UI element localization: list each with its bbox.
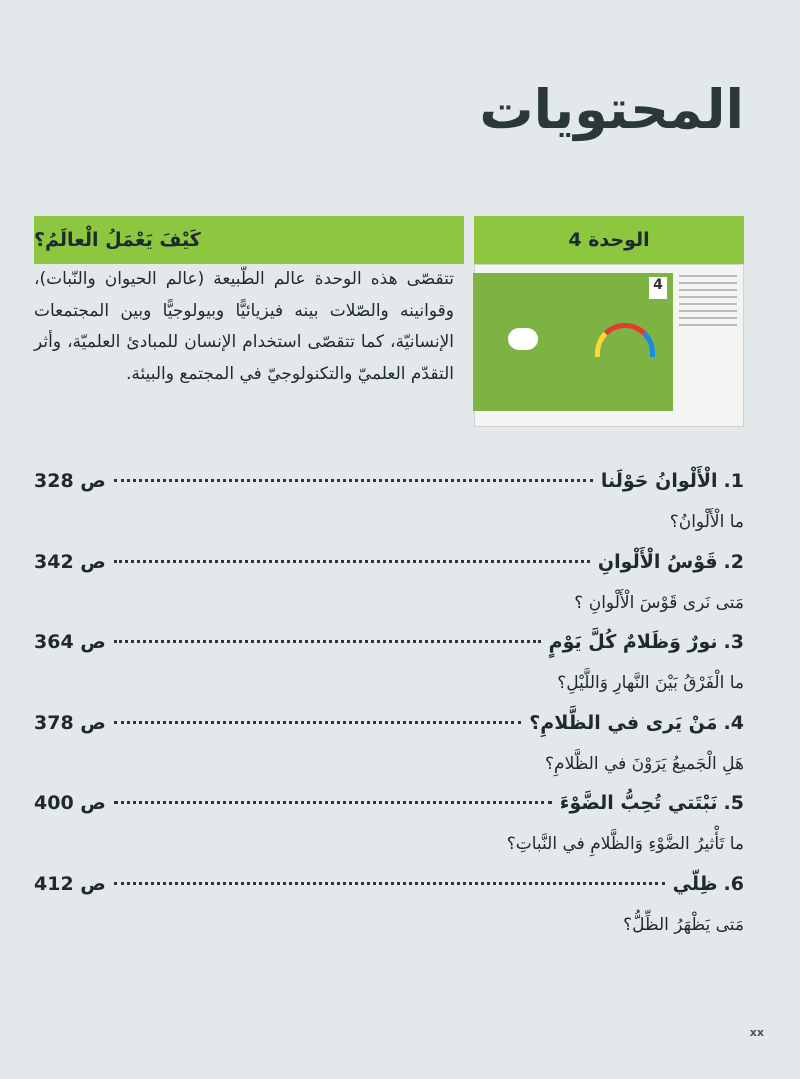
chapter-title[interactable]: نَبْتَتي تُحِبُّ الضَّوْءَ: [559, 792, 718, 814]
chapter-number: 1.: [723, 470, 744, 492]
chapter-number: 5.: [723, 792, 744, 814]
page-number: xx: [749, 1026, 764, 1039]
dot-leader: [114, 560, 590, 563]
chapter-item[interactable]: [34, 712, 744, 793]
chapter-question: مَتى نَرى قَوْسَ الْأَلْوانِ ؟: [574, 592, 744, 613]
chapter-page: ص 378: [34, 711, 106, 734]
chapter-page: ص 412: [34, 872, 106, 895]
chapter-item[interactable]: [34, 470, 744, 551]
chapter-title[interactable]: ظِلّي: [672, 872, 718, 895]
chapter-question: ما الْفَرْقُ بَيْنَ النَّهارِ وَاللَّيْلِ؟: [557, 673, 744, 693]
chapter-title[interactable]: نورٌ وَظَلامٌ كُلَّ يَوْمٍ: [548, 631, 718, 653]
chapter-number: 6.: [723, 872, 744, 895]
chapter-item[interactable]: [34, 873, 744, 954]
unit-title: كَيْفَ يَعْمَلُ الْعالَمُ؟: [34, 216, 464, 264]
chapter-page: ص 328: [34, 470, 106, 492]
thumbnail-left-page: [473, 273, 573, 411]
thumbnail-text-column: [679, 275, 737, 331]
dot-leader: [114, 721, 521, 724]
chapter-title[interactable]: مَنْ يَرى في الظَّلامِ؟: [529, 711, 718, 734]
chapter-number: 4.: [723, 711, 744, 734]
sheep-icon: [508, 328, 538, 350]
dot-leader: [114, 801, 552, 804]
chapter-page: ص 364: [34, 631, 106, 653]
chapter-number: 3.: [723, 631, 744, 653]
chapter-item[interactable]: [34, 551, 744, 632]
unit-header: [34, 216, 744, 264]
unit-label: الوحدة 4: [474, 216, 744, 264]
dot-leader: [114, 882, 665, 885]
unit-cover-thumbnail: [474, 264, 744, 427]
chapter-item[interactable]: [34, 631, 744, 712]
dot-leader: [114, 640, 541, 643]
chapter-question: ما تَأْثيرُ الضَّوْءِ وَالظَّلامِ في النَّباتِ؟: [506, 834, 744, 854]
page-title: المحتويات: [479, 78, 744, 141]
unit-description: تتقصّى هذه الوحدة عالم الطّبيعة (عالم الحيوان والنّبات)، وقوانينه والصّلات بينه فيزيائيًّا وبيولوجيًّا وبين المجتمعات الإنسانيّة، كما تتقصّى استخدام الإنسان للمبادئ العلميّة، وأثر التقدّم العلميّ والتكنولوجيّ في المجتمع والبيئة.: [34, 269, 454, 384]
dot-leader: [114, 479, 593, 482]
chapter-page: ص 342: [34, 550, 106, 573]
chapter-question: مَتى يَظْهَرُ الظِّلُّ؟: [623, 914, 744, 935]
chapter-item[interactable]: [34, 792, 744, 873]
chapter-question: ما الْأَلْوانُ؟: [669, 512, 744, 532]
rainbow-icon: [595, 323, 655, 357]
chapter-question: هَلِ الْجَميعُ يَرَوْنَ في الظَّلامِ؟: [545, 753, 744, 774]
chapter-title[interactable]: قَوْسُ الْأَلْوانِ: [597, 550, 718, 573]
thumbnail-unit-number: 4: [649, 277, 667, 299]
chapter-page: ص 400: [34, 792, 106, 814]
chapter-list: [34, 470, 744, 953]
chapter-title[interactable]: الْأَلْوانُ حَوْلَنا: [600, 470, 718, 492]
chapter-number: 2.: [723, 550, 744, 573]
